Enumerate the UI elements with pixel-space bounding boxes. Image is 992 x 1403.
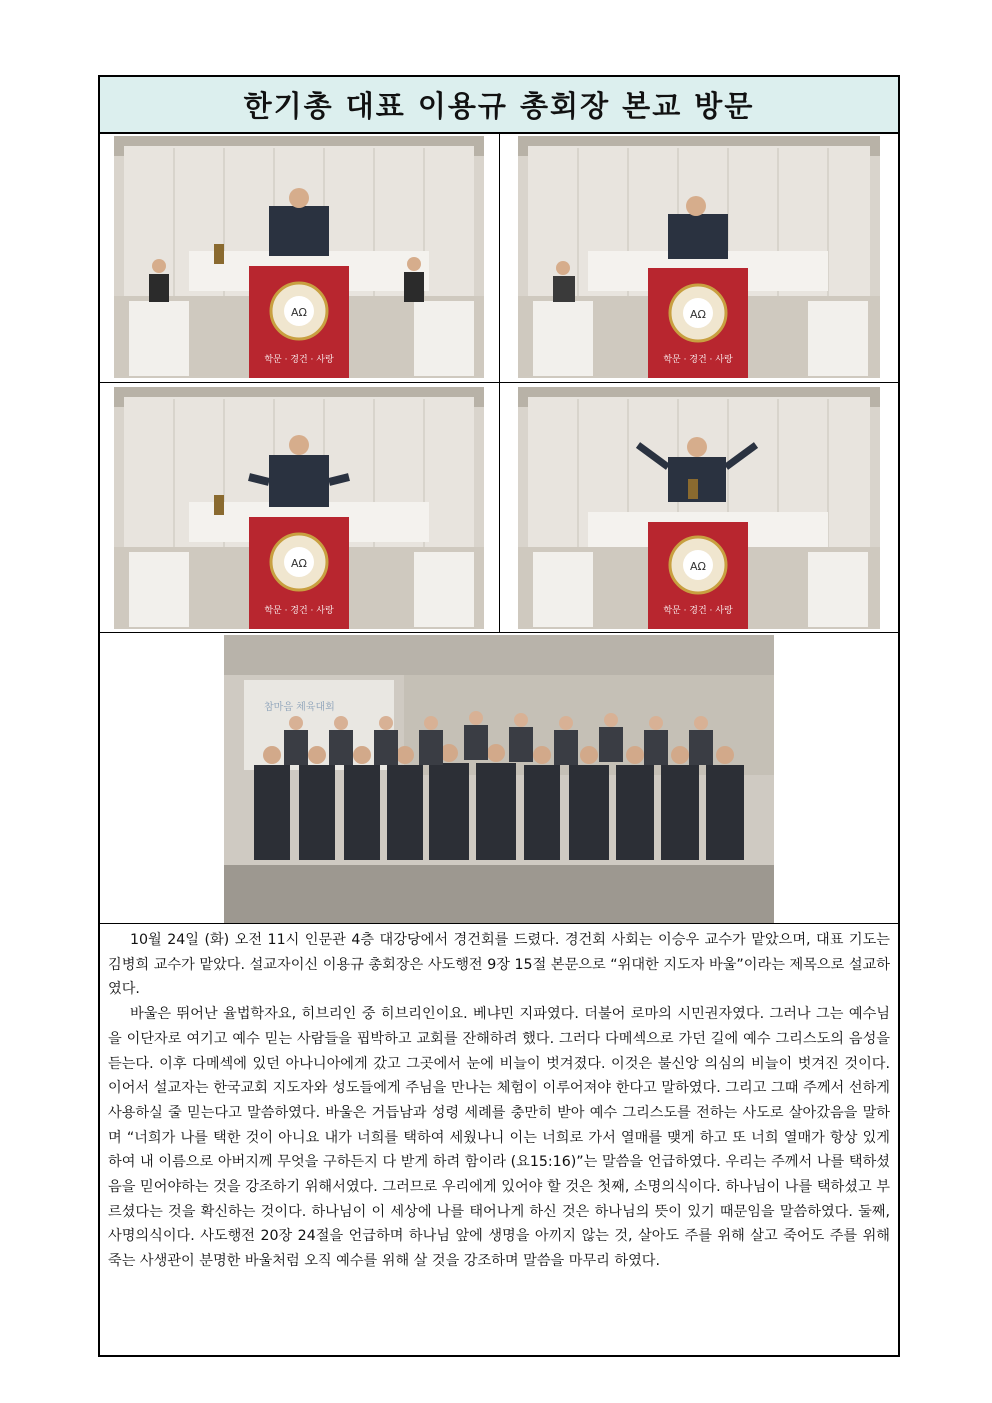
svg-text:AΩ: AΩ	[690, 308, 706, 321]
row-divider-3	[100, 923, 898, 924]
row-divider-2	[100, 632, 898, 633]
svg-text:AΩ: AΩ	[690, 560, 706, 573]
banner-motto: 학문 · 경건 · 사랑	[264, 355, 334, 365]
banner-motto: 학문 · 경건 · 사랑	[663, 355, 733, 365]
document-frame	[98, 75, 900, 1357]
row-divider-1	[100, 382, 898, 383]
article-body	[108, 928, 890, 1274]
group-screen-text: 참마음 체육대회	[264, 702, 335, 713]
page-title: 한기총 대표 이용규 총회장 본교 방문	[243, 89, 755, 123]
preacher-arms-raised-photo	[518, 387, 880, 629]
paragraph-2: 바울은 뛰어난 율법학자요, 히브리인 중 히브리인이요. 베냐민 지파였다. 더불어 로마의 시민권자였다. 그러나 그는 예수님을 이단자로 여기고 예수 믿는 사람들을 핍박하고 교회를 잔해하려 했다. 그러다 다메섹으로 가던 길에 예수 그리스도의 음성을 듣는다. 이후 다메섹에 있던 아나니아에게 갔고 그곳에서 눈에 비늘이 벗겨졌다. 이것은 불신앙 의심의 비늘이 벗겨진 것이다. 이어서 설교자는 한국교회 지도자와 성도들에게 주님을 만나는 체험이 이루어져야 한다고 말하였다. 그리고 그때 주께서 선하게 사용하실 줄 믿는다고 말씀하였다. 바울은 거듭남과 성령 세례를 충만히 받아 예수 그리스도를 전하는 사도로 살아갔음을 말하며 “너희가 나를 택한 것이 아니요 내가 너희를 택하여 세웠나니 이는 너희로 가서 열매를 맺게 하고 또 너희 열매가 항상 있게 하여 내 이름으로 아버지께 무엇을 구하든지 다 받게 하려 함이라 (요15:16)”는 말씀을 언급하였다. 우리는 주께서 나를 택하셨음을 믿어야하는 것을 강조하기 위해서였다. 그러므로 우리에게 있어야 할 것은 첫째, 소명의식이다. 하나님이 나를 택하셨고 부르셨다는 것을 확신하는 것이다. 하나님이 이 세상에 나를 태어나게 하신 것은 하나님의 뜻이 있기 때문임을 말씀하였다. 둘째, 사명의식이다. 사도행전 20장 24절을 언급하며 하나님 앞에 생명을 아끼지 않는 것, 살아도 주를 위해 살고 죽어도 주를 위해 죽는 사생관이 분명한 바울처럼 오직 예수를 위해 살 것을 강조하며 말씀을 마무리 하였다.	[108, 1006, 890, 1270]
preacher-at-lectern-photo	[114, 136, 484, 378]
banner-motto: 학문 · 경건 · 사랑	[264, 606, 334, 616]
preacher-reading-photo	[518, 136, 880, 378]
svg-text:AΩ: AΩ	[291, 557, 307, 570]
banner-motto: 학문 · 경건 · 사랑	[663, 606, 733, 616]
preacher-gesturing-photo	[114, 387, 484, 629]
svg-text:AΩ: AΩ	[291, 306, 307, 319]
paragraph-1: 10월 24일 (화) 오전 11시 인문관 4층 대강당에서 경건회를 드렸다. 경건회 사회는 이승우 교수가 맡았으며, 대표 기도는 김병희 교수가 맡았다. 설교자이신 이용규 총회장은 사도행전 9장 15절 본문으로 “위대한 지도자 바울”이라는 제목으로 설교하였다.	[108, 932, 890, 998]
title-bar	[100, 77, 898, 134]
group-photo	[224, 635, 774, 923]
